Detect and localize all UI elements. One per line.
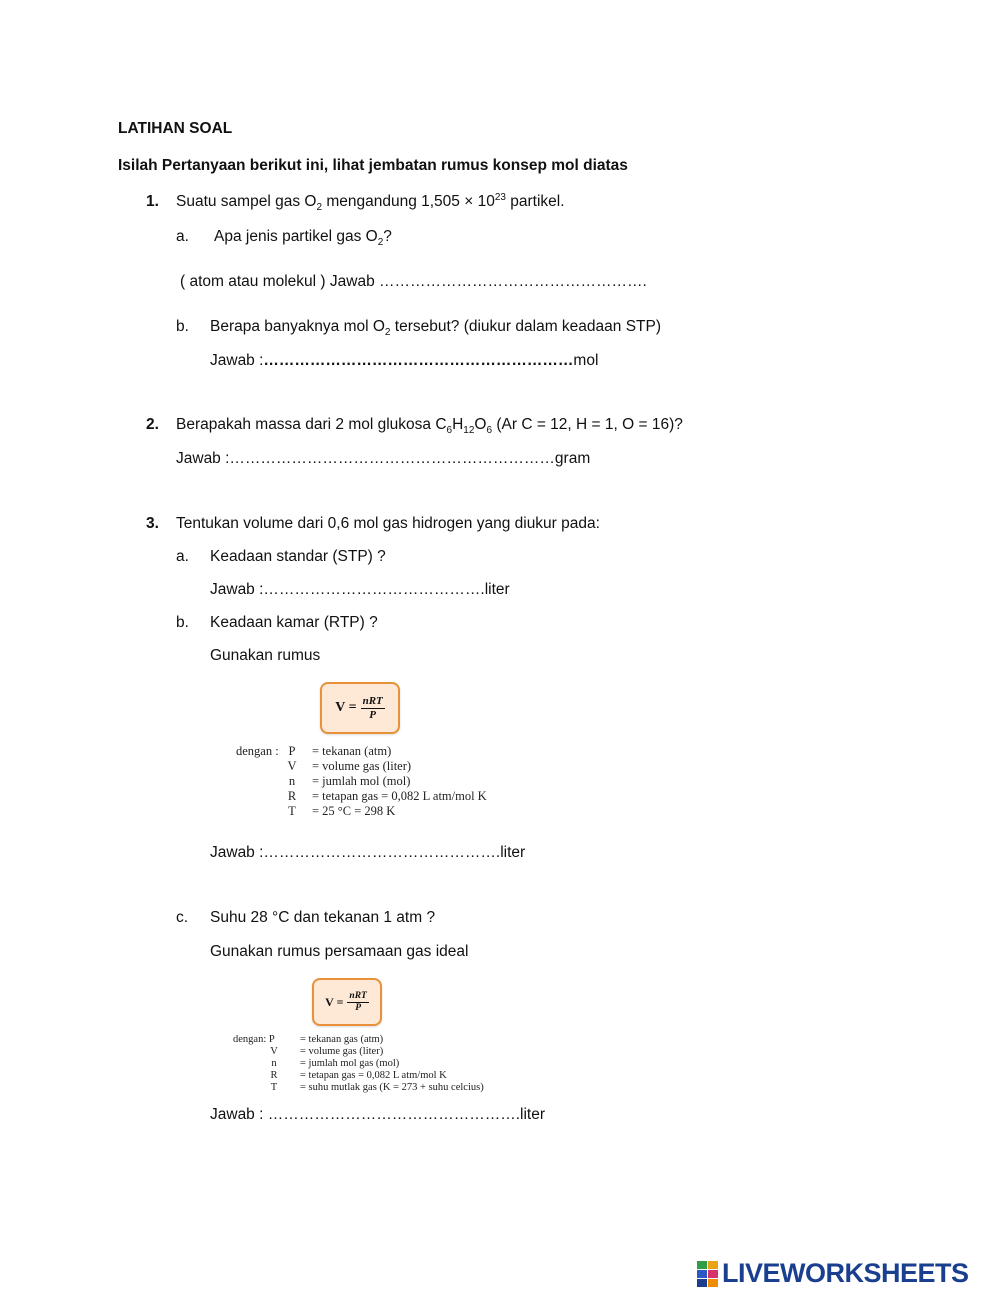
definitions-table-1 [236,744,487,819]
definition-symbol: P [288,744,296,758]
definition-description: = volume gas (liter) [300,1046,384,1057]
definition-description: = suhu mutlak gas (K = 273 + suhu celcius) [300,1082,484,1093]
definition-description: = 25 °C = 298 K [312,804,396,818]
formula-fraction [347,991,368,1013]
question-1a-label: a. [176,228,189,245]
definition-description: = volume gas (liter) [312,759,412,773]
question-3c-label: c. [176,909,189,926]
definition-description: = tetapan gas = 0,082 L atm/mol K [312,789,487,803]
page-title: LATIHAN SOAL [118,120,233,137]
definition-row [236,774,487,789]
definition-row [236,789,487,804]
formula-box-2 [312,978,382,1026]
formula-denominator: P [355,1002,362,1013]
question-3a-text: Keadaan standar (STP) ? [210,548,386,565]
definitions-table-2 [233,1034,484,1094]
question-1a-text: Apa jenis partikel gas $O_2$? [214,228,392,249]
question-1-text: Suatu sampel gas $O_2$ mengandung $1,505 \times 10^{23}$ partikel. [176,191,565,214]
instruction-text: Isilah Pertanyaan berikut ini, lihat jembatan rumus konsep mol diatas [118,157,628,174]
question-1a-answer[interactable]: ( atom atau molekul ) Jawab ……………………………………………. [180,273,647,290]
definition-row [233,1034,484,1046]
definition-row [236,759,487,774]
definition-symbol: R [270,1070,278,1081]
definition-description: = tekanan gas (atm) [300,1034,384,1045]
formula-box-1 [320,682,400,734]
question-3-number: 3. [146,515,159,532]
question-3c-hint: Gunakan rumus persamaan gas ideal [210,943,469,960]
liveworksheets-logo[interactable] [697,1258,969,1289]
formula-lhs: V = [325,994,344,1009]
formula-1 [335,695,385,720]
question-3b-hint: Gunakan rumus [210,647,321,664]
question-3c-answer[interactable]: Jawab : ………………………………………….liter [210,1106,546,1123]
definition-row [236,804,487,819]
question-3b-text: Keadaan kamar (RTP) ? [210,614,378,631]
definition-row [233,1058,484,1070]
formula-numerator: nRT [362,695,383,708]
definition-symbol: T [288,804,296,818]
definition-symbol: n [288,774,296,788]
question-3-text: Tentukan volume dari 0,6 mol gas hidrogen yang diukur pada: [176,515,600,532]
question-3c-text: Suhu 28 °C dan tekanan 1 atm ? [210,909,436,926]
question-3a-answer[interactable]: Jawab :…………………………………….liter [210,581,510,598]
question-3b-label: b. [176,614,189,631]
question-1-number: 1. [146,193,159,210]
definition-row [236,744,487,759]
question-1b-label: b. [176,318,189,335]
definition-description: = tekanan (atm) [312,744,392,758]
definition-description: = jumlah mol (mol) [312,774,411,788]
question-2-text: Berapakah massa dari 2 mol glukosa $C_6H_{12}O_6$ (Ar C = 12, H = 1, O = 16)? [176,416,683,437]
question-3b-answer[interactable]: Jawab :……………………………………….liter [210,844,526,861]
formula-fraction [361,695,385,720]
question-1b-text: Berapa banyaknya mol $O_2$ tersebut? (diukur dalam keadaan STP) [210,318,661,339]
definition-symbol: R [287,789,297,803]
formula-2 [325,991,369,1013]
definition-symbol: T [270,1082,278,1093]
definition-symbol: V [287,759,297,773]
definition-description: = tetapan gas = 0,082 L atm/mol K [300,1070,447,1081]
definition-symbol: V [270,1046,278,1057]
logo-text: LIVEWORKSHEETS [722,1258,969,1288]
question-1b-answer[interactable]: Jawab :……………………………………………………mol [210,352,599,369]
definition-description: = jumlah mol gas (mol) [300,1058,400,1069]
definition-row [233,1082,484,1094]
formula-numerator: nRT [349,991,367,1002]
formula-lhs: V = [335,700,357,715]
question-2-number: 2. [146,416,159,433]
question-3a-label: a. [176,548,189,565]
question-2-answer[interactable]: Jawab :………………………………………………………gram [176,450,591,467]
definition-row [233,1070,484,1082]
definitions-lead: dengan : [236,744,279,758]
formula-denominator: P [369,708,377,721]
liveworksheets-logo-icon [697,1261,718,1287]
definition-row [233,1046,484,1058]
definition-symbol: n [271,1058,277,1069]
definitions-lead: dengan: P [233,1034,275,1045]
